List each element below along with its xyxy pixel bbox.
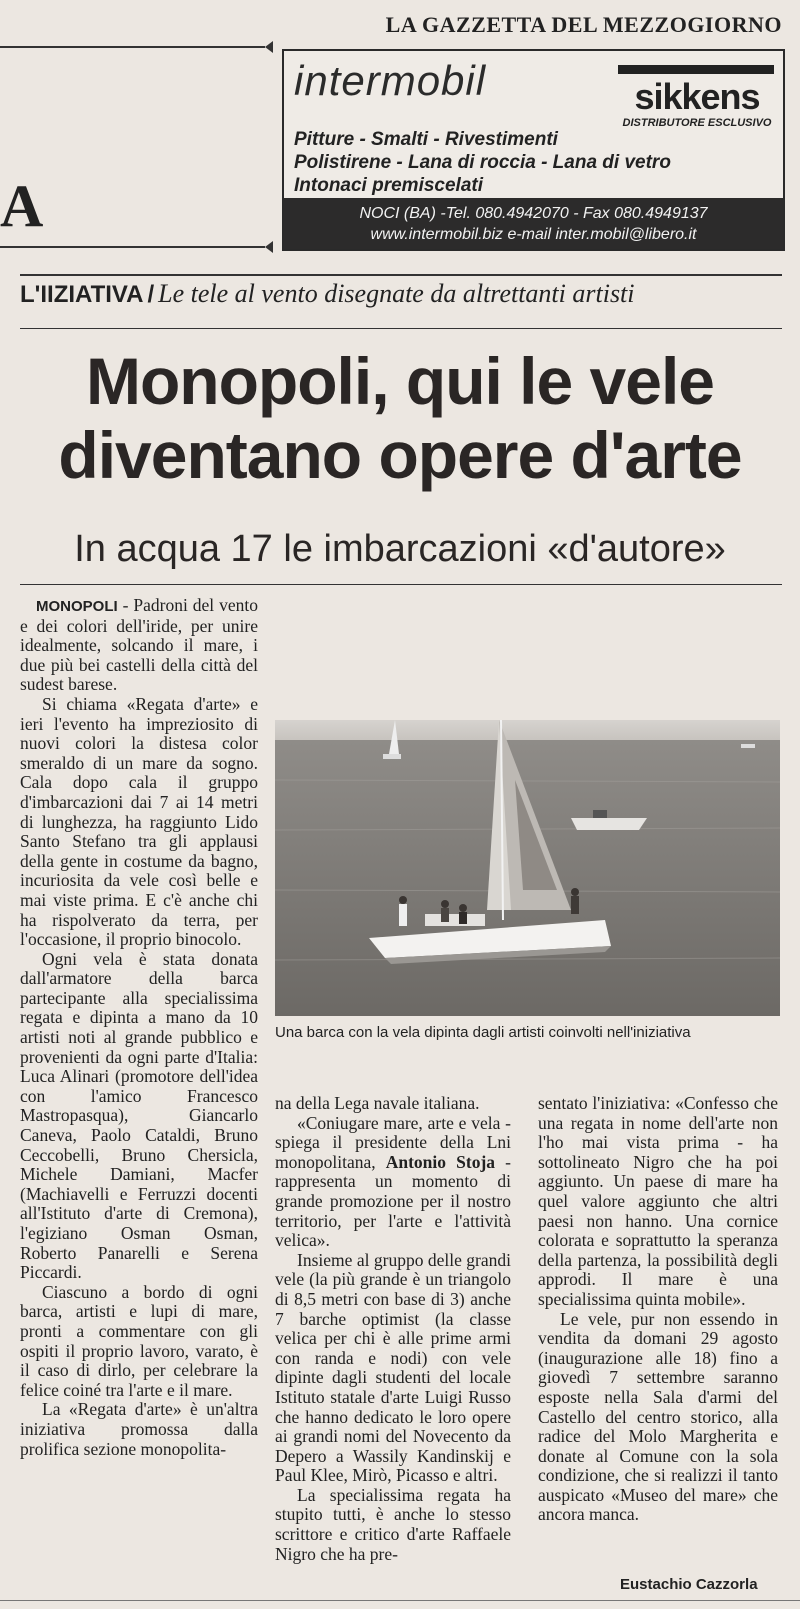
ad-products-line-3: Intonaci premiscelati — [294, 175, 484, 196]
section-rule-bottom — [20, 328, 782, 329]
article-paragraph: Si chiama «Regata d'arte» e ieri l'evento ha impreziosito di nuovi colori la distesa color smeraldo di un mare da sogno. Cala dopo cala il gruppo d'imbarcazioni dai 7 ai 14 metri di lunghezza, ha raggiunto Lido Santo Stefano tra gli applausi della gente in costume da bagno, incuriosita da vele così belle e mai viste prima. E c'è anche chi ha rispolverato da terra, per l'occasione, il proprio binocolo. — [20, 693, 258, 950]
sailboat-image — [275, 720, 780, 1016]
sikkens-logo-bar — [618, 65, 774, 74]
article-paragraph: Ogni vela è stata donata dall'armatore della barca partecipante alla specialissima regata e dipinta a mano da 10 artisti noti al grande pubblico e provenienti da ogni parte d'Italia: Luca Alinari (promotore dell'idea con l'amico Francesco Mastropasqua), Giancarlo Caneva, Paolo Cataldi, Bruno Ceccobelli, Bruno Chersicla, Michele Damiani, Macfer (Machiavelli e Ferruzzi docenti all'Istituto d'arte di Cremona), l'egiziano Osman Osman, Roberto Panarelli e Serena Piccardi. — [20, 948, 258, 1283]
left-divider-bottom — [0, 246, 265, 248]
ad-contact-web: www.intermobil.biz e-mail inter.mobil@libero.it — [370, 226, 697, 243]
photo-caption: Una barca con la vela dipinta dagli artisti coinvolti nell'iniziativa — [275, 1024, 691, 1041]
headline-line-2: diventano opere d'arte — [58, 418, 742, 492]
ad-distributor-label: DISTRIBUTORE ESCLUSIVO — [622, 117, 772, 129]
article-paragraph: Insieme al gruppo delle grandi vele (la più grande è un triangolo di 8,5 metri con base di 3) anche 7 barche optimist (la classe velica per chi è alle prime armi con randa e nodi) con vele dipinte dagli studenti del locale Istituto statale d'arte Luigi Russo che hanno dedicato le loro opere ai grandi nomi del Novecento da Depero a Wassily Kandinskij e Paul Klee, Mirò, Picasso e altri. — [275, 1249, 511, 1486]
ad-contact-phone: NOCI (BA) -Tel. 080.4942070 - Fax 080.4949137 — [359, 205, 708, 222]
ad-brand-logo: intermobil — [294, 57, 487, 104]
article-paragraph: sentato l'iniziativa: «Confesso che una regata in nome dell'arte non l'ho mai vista prima - ha sottolineato Nigro che ha poi aggiunto. Un paese di mare ha quel valore aggiunto che altri paesi non hanno. Una cornice colorata e soprattutto la speranza della partenza, la possibilità degli approdi. Il mare è una specialissima quinta mobile». — [538, 1093, 778, 1309]
ad-contact-bar — [284, 198, 783, 249]
ad-products-line-2: Polistirene - Lana di roccia - Lana di vetro — [294, 152, 671, 173]
paragraph-text: - rappresenta un momento di grande promozione per il nostro territorio, per l'arte e l'attività velica». — [275, 1151, 511, 1251]
article-paragraph — [275, 1114, 511, 1251]
headline — [20, 344, 780, 492]
section-rule-top — [20, 274, 782, 276]
quoted-person-name: Antonio Stoja — [385, 1151, 496, 1172]
paragraph-text: - Padroni del vento e dei colori dell'iride, per unire idealmente, solcando il mare, i due più bei castelli della città del sudest barese. — [20, 595, 258, 695]
article-paragraph: Ciascuno a bordo di ogni barca, artisti e lupi di mare, pronti a commentare con gli ospiti il proprio lavoro, varato, è il caso di dirlo, per celebrare la felice coiné tra l'arte e il mare. — [20, 1281, 258, 1400]
sikkens-logo: sikkens — [634, 76, 760, 117]
headline-line-1: Monopoli, qui le vele — [85, 344, 715, 418]
article-paragraph: Le vele, pur non essendo in vendita da domani 29 agosto (inaugurazione alle 18) fino a giovedì 7 settembre saranno esposte nella Sala d'armi del Castello del centro storico, alla radice del Molo Margherita e donate al Comune con la sola condizione, che si realizzi il tanto auspicato «Museo del mare» che ancora manca. — [538, 1308, 778, 1525]
subheadline: In acqua 17 le imbarcazioni «d'autore» — [74, 528, 726, 570]
advertisement-box — [282, 49, 785, 251]
article-paragraph — [20, 596, 258, 695]
section-kicker — [20, 279, 635, 309]
article-column-2 — [275, 1094, 511, 1564]
article-byline: Eustachio Cazzorla — [620, 1576, 758, 1593]
sailboat-photo — [275, 720, 780, 1016]
article-column-1 — [20, 596, 258, 1459]
article-column-3 — [538, 1094, 778, 1525]
left-divider-top — [0, 46, 265, 48]
newspaper-masthead: LA GAZZETTA DEL MEZZOGIORNO — [385, 12, 782, 37]
kicker-separator: / — [147, 281, 155, 308]
ad-products-line-1: Pitture - Smalti - Rivestimenti — [294, 129, 558, 150]
dateline: MONOPOLI — [36, 598, 118, 615]
article-paragraph: na della Lega navale italiana. — [275, 1093, 480, 1113]
paragraph-text: «Coniugare mare, arte e vela - spiega il presidente della Lni monopolitana, — [275, 1112, 511, 1172]
adjacent-headline-fragment: A — [0, 173, 44, 239]
kicker-subtitle: Le tele al vento disegnate da altrettanti artisti — [158, 279, 635, 308]
article-paragraph: La «Regata d'arte» è un'altra iniziativa promossa dalla prolifica sezione monopolita- — [20, 1399, 258, 1459]
page-bottom-rule — [0, 1600, 800, 1601]
kicker-label: L'IIZIATIVA — [20, 281, 144, 308]
subhead-rule — [20, 584, 782, 585]
article-paragraph: La specialissima regata ha stupito tutti, è anche lo stesso scrittore e critico d'arte Raffaele Nigro che ha pre- — [275, 1484, 511, 1564]
